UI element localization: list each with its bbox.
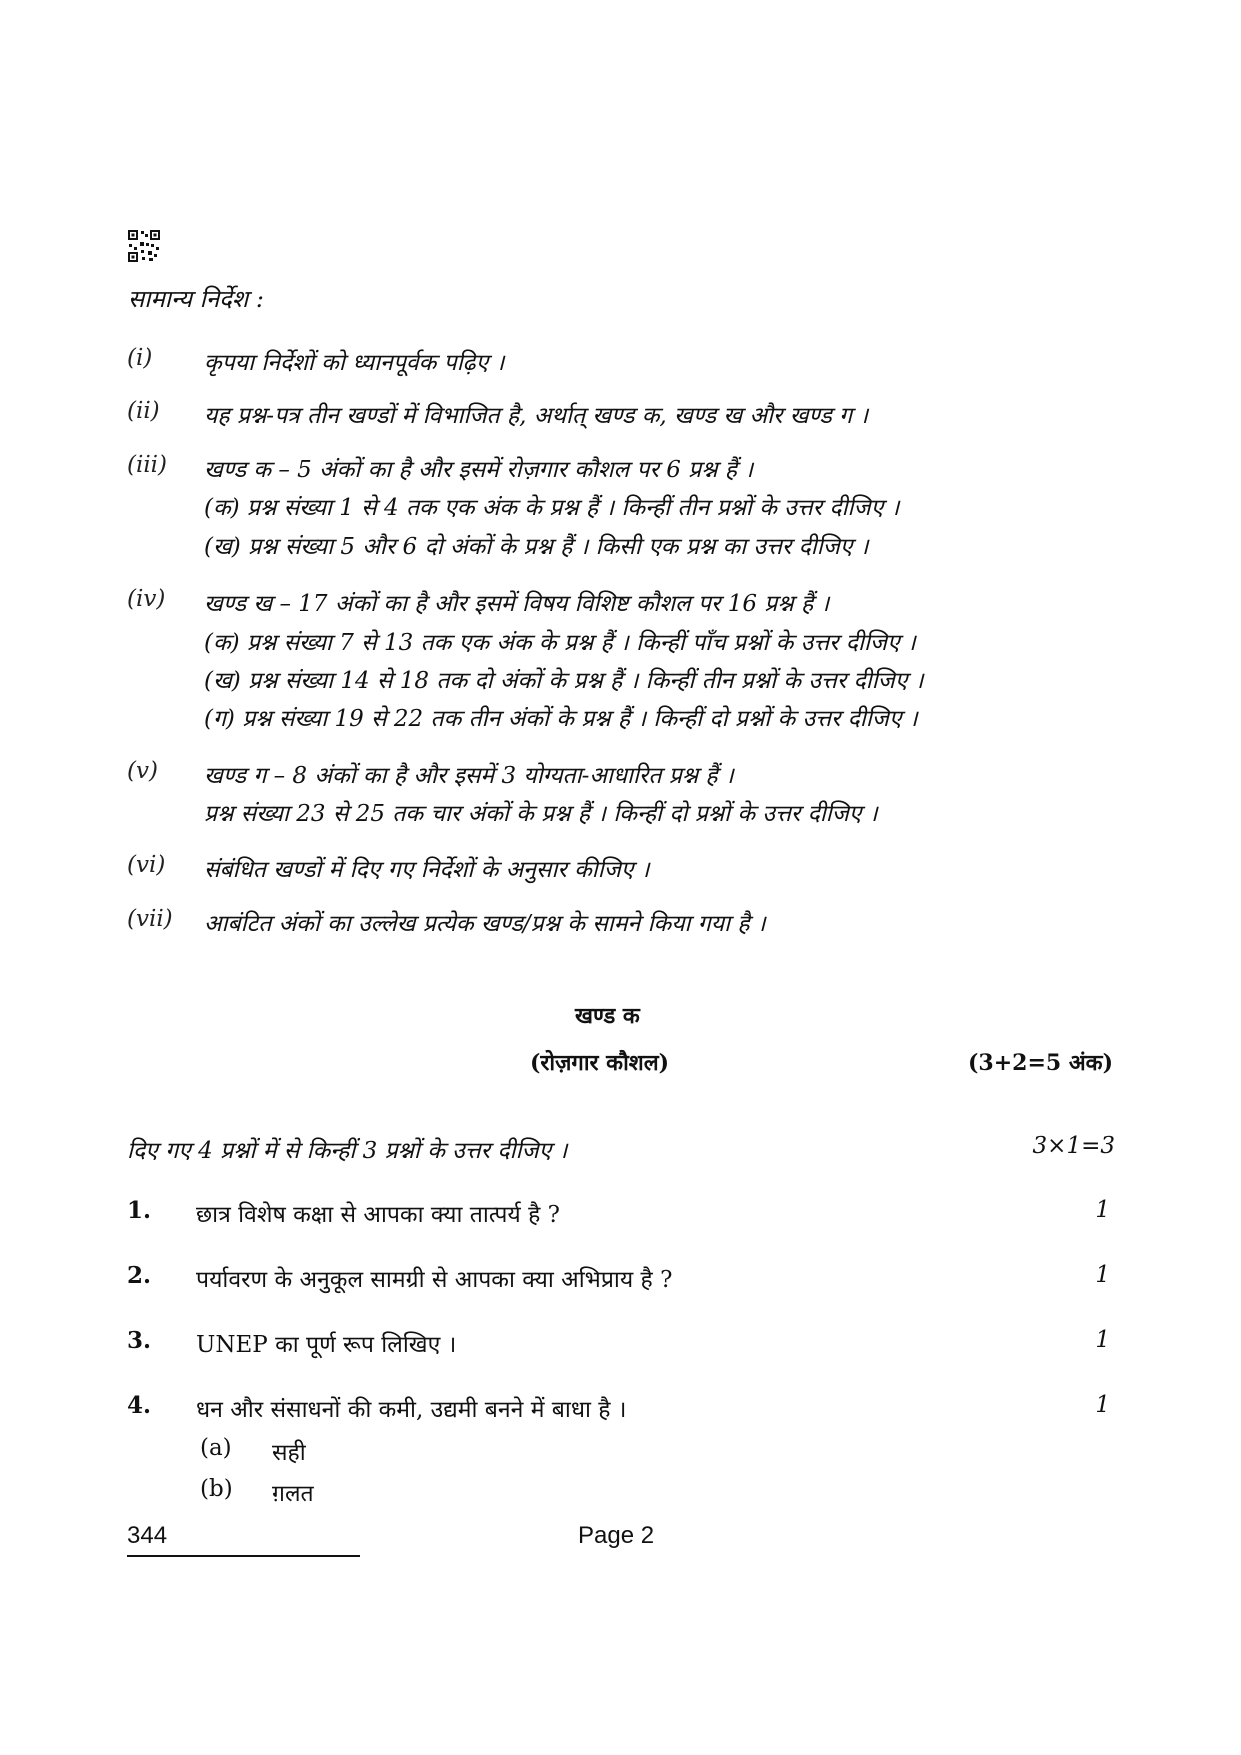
instruction-text: आबंटित अंकों का उल्लेख प्रत्येक खण्ड/प्रश्न के सामने किया गया है ।: [204, 911, 766, 937]
option-label: (a): [200, 1435, 232, 1461]
question-text: छात्र विशेष कक्षा से आपका क्या तात्पर्य है ?: [196, 1202, 560, 1228]
question-marks: 1: [1095, 1197, 1110, 1223]
sub-instruction: (ख) प्रश्न संख्या 14 से 18 तक दो अंकों के प्रश्न हैं । किन्हीं तीन प्रश्नों के उत्तर दीजिए ।: [204, 668, 924, 694]
footer-rule: [127, 1555, 360, 1557]
instruction-number: (i): [127, 345, 153, 371]
section-marks: (3+2=5 अंक): [968, 1050, 1113, 1076]
instruction-text: संबंधित खण्डों में दिए गए निर्देशों के अनुसार कीजिए ।: [204, 857, 650, 883]
paper-code: 344: [127, 1522, 168, 1549]
option-text: ग़लत: [272, 1481, 314, 1507]
instruction-number: (vi): [127, 852, 166, 878]
question-text: पर्यावरण के अनुकूल सामग्री से आपका क्या अभिप्राय है ?: [196, 1267, 673, 1293]
instruction-text: खण्ड ग – 8 अंकों का है और इसमें 3 योग्यता-आधारित प्रश्न हैं ।: [204, 763, 734, 789]
sub-instruction: (क) प्रश्न संख्या 7 से 13 तक एक अंक के प्रश्न हैं । किन्हीं पाँच प्रश्नों के उत्तर दीजिए ।: [204, 630, 916, 656]
question-number: 4.: [127, 1392, 152, 1419]
instruction-number: (ii): [127, 398, 160, 424]
question-marks: 1: [1095, 1262, 1110, 1288]
instruction-number: (iii): [127, 452, 168, 478]
section-subtitle: (रोज़गार कौशल): [530, 1050, 670, 1076]
sub-instruction: (ग) प्रश्न संख्या 19 से 22 तक तीन अंकों के प्रश्न हैं । किन्हीं दो प्रश्नों के उत्तर दीजिए ।: [204, 706, 918, 732]
option-text: सही: [272, 1440, 306, 1466]
question-number: 2.: [127, 1262, 152, 1289]
instruction-number: (v): [127, 758, 158, 784]
section-title: खण्ड क: [575, 1003, 640, 1029]
sub-instruction: (क) प्रश्न संख्या 1 से 4 तक एक अंक के प्रश्न हैं । किन्हीं तीन प्रश्नों के उत्तर दीजिए ।: [204, 495, 900, 521]
instruction-number: (vii): [127, 906, 173, 932]
section-instruction: दिए गए 4 प्रश्नों में से किन्हीं 3 प्रश्नों के उत्तर दीजिए ।: [127, 1138, 568, 1164]
option-label: (b): [200, 1476, 233, 1502]
question-number: 1.: [127, 1197, 152, 1224]
sub-instruction: (ख) प्रश्न संख्या 5 और 6 दो अंकों के प्रश्न हैं । किसी एक प्रश्न का उत्तर दीजिए ।: [204, 534, 869, 560]
instruction-text: कृपया निर्देशों को ध्यानपूर्वक पढ़िए ।: [204, 350, 505, 376]
page-number: Page 2: [578, 1522, 655, 1549]
section-instruction-marks: 3×1=3: [1032, 1133, 1115, 1159]
question-marks: 1: [1095, 1327, 1110, 1353]
question-marks: 1: [1095, 1392, 1110, 1418]
sub-instruction: प्रश्न संख्या 23 से 25 तक चार अंकों के प्रश्न हैं । किन्हीं दो प्रश्नों के उत्तर दीजिए ।: [204, 801, 878, 827]
qr-code-icon: [127, 229, 161, 263]
instruction-text: खण्ड क – 5 अंकों का है और इसमें रोज़गार कौशल पर 6 प्रश्न हैं ।: [204, 457, 754, 483]
instruction-text: यह प्रश्न-पत्र तीन खण्डों में विभाजित है, अर्थात् खण्ड क, खण्ड ख और खण्ड ग ।: [204, 403, 869, 429]
instruction-number: (iv): [127, 586, 166, 612]
question-text: धन और संसाधनों की कमी, उद्यमी बनने में बाधा है ।: [196, 1397, 627, 1423]
question-text: UNEP का पूर्ण रूप लिखिए ।: [196, 1332, 457, 1358]
instructions-heading: सामान्य निर्देश :: [128, 285, 264, 313]
instruction-text: खण्ड ख – 17 अंकों का है और इसमें विषय विशिष्ट कौशल पर 16 प्रश्न हैं ।: [204, 591, 830, 617]
question-number: 3.: [127, 1327, 152, 1354]
